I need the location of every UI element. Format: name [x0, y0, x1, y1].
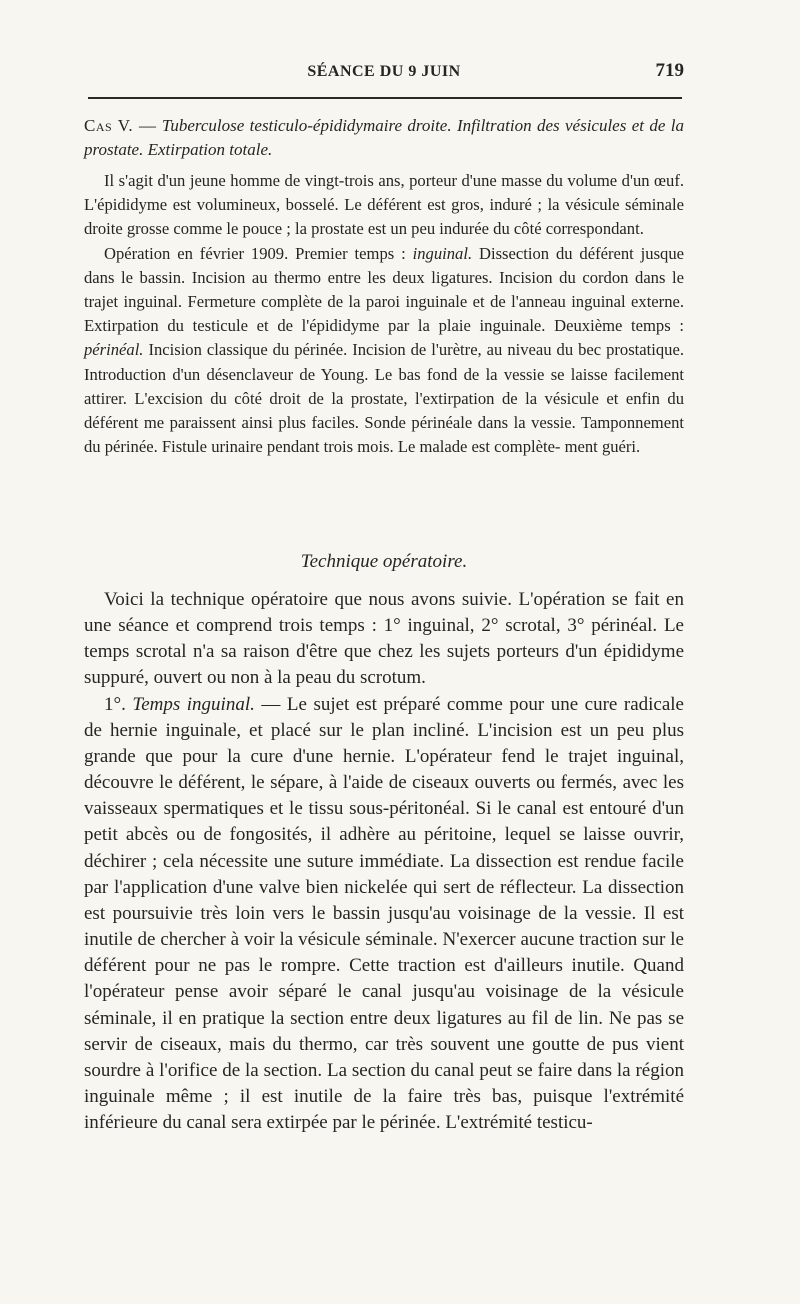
- technique-intro: Voici la technique opératoire que nous avons suivie. L'opération se fait en une séance et comprend trois temps : 1° inguinal, 2° scrotal, 3° périnéal. Le temps scrotal n'a sa raison d'être que chez les sujets porteurs d'un épididyme suppuré, ouvert ou non à la peau du scrotum.: [84, 589, 684, 689]
- case-label: Cas V. —: [84, 116, 157, 135]
- case-emphasis: périnéal.: [84, 340, 144, 360]
- case-text: Opération en février 1909. Premier temps :: [104, 243, 406, 263]
- case-paragraph-2: [84, 242, 684, 460]
- case-title: Tuberculose testiculo-épididymaire droite. Infiltration des vésicules et de la prostate. Extirpation totale.: [84, 116, 684, 159]
- page-header: [84, 58, 684, 86]
- step-title: Temps inguinal.: [132, 693, 255, 715]
- case-report: [84, 114, 684, 459]
- case-text: Incision classique du périnée. Incision de l'urètre, au niveau du bec prostatique. Introduction d'un désenclaveur de Young. Le bas fond de la vessie se laisse facilement attirer. L'excision du côté droit de la prostate, l'extirpation de la vésicule et enfin du déférent me paraissent ainsi plus faciles. Sonde périnéale dans la vessie. Tamponnement du périnée. Fistule urinaire pendant trois mois. Le malade est complète- ment guéri.: [84, 340, 684, 457]
- step-number: 1°.: [104, 693, 126, 715]
- case-paragraph-1: Il s'agit d'un jeune homme de vingt-trois ans, porteur d'une masse du volume d'un œuf. L'épididyme est volumineux, bosselé. Le déférent est gros, induré ; la vésicule séminale droite grosse comme le pouce ; la prostate est un peu indurée du côté correspondant.: [84, 171, 684, 239]
- section-title: Technique opératoire.: [300, 551, 468, 572]
- technique-section: [84, 587, 684, 1136]
- case-heading: [84, 114, 684, 162]
- case-emphasis: inguinal.: [412, 243, 473, 263]
- technique-step: [84, 692, 684, 1137]
- running-title: SÉANCE DU 9 JUIN: [307, 63, 461, 80]
- page-number: 719: [655, 60, 684, 81]
- step-text: — Le sujet est préparé comme pour une cure radicale de hernie inguinale, et placé sur le plan incliné. L'incision est un peu plus grande que pour la cure d'une hernie. L'opérateur fend le trajet inguinal, découvre le déférent, le sépare, à l'aide de ciseaux ouverts ou fermés, avec les vaisseaux spermatiques et le tissu sous-péritonéal. Si le canal est entouré d'un petit abcès ou de fongosités, il adhère au péritoine, lequel se laisse ouvrir, déchirer ; cela nécessite une suture immédiate. La dissection est rendue facile par l'application d'une valve bien nickelée qui sert de réflecteur. La dissection est poursuivie très loin vers le bassin jusqu'au voisinage de la vessie. Il est inutile de chercher à voir la vésicule séminale. N'exercer aucune traction sur le déférent pour ne pas le rompre. Cette traction est d'ailleurs inutile. Quand l'opérateur pense avoir séparé le canal jusqu'au voisinage de la vésicule séminale, il en pratique la section entre deux ligatures au fil de lin. Ne pas se servir de ciseaux, mais du thermo, car très souvent une goutte de pus vient sourdre à l'orifice de la section. La section du canal peut se faire dans la région inguinale même ; il est inutile de la faire très bas, puisque l'extrémité inférieure du canal sera extirpée par le périnée. L'extrémité testicu-: [84, 693, 684, 1134]
- case-text: Dissection du déférent jusque dans le bassin. Incision au thermo entre les deux ligatures. Incision du cordon dans le trajet inguinal. Fermeture complète de la paroi inguinale et de l'anneau inguinal externe. Extirpation du testicule et de l'épididyme par la plaie inguinale. Deuxième temps :: [84, 243, 685, 336]
- header-rule: [88, 97, 682, 99]
